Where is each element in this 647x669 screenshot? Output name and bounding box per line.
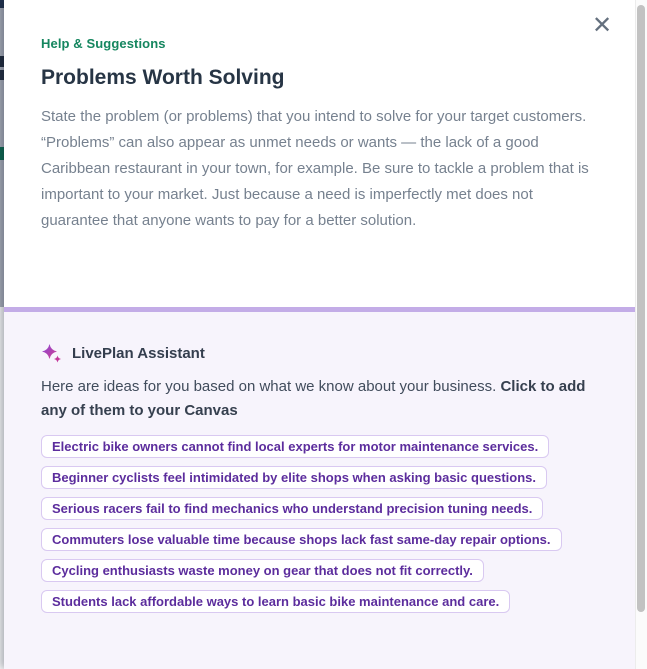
scrollbar[interactable] <box>635 0 647 669</box>
suggestion-list <box>41 435 596 613</box>
assistant-title: LivePlan Assistant <box>72 345 205 362</box>
suggestion-button[interactable]: Beginner cyclists feel intimidated by elite shops when asking basic questions. <box>41 466 547 489</box>
scrollbar-thumb[interactable] <box>637 5 645 612</box>
help-suggestions-label: Help & Suggestions <box>41 36 166 51</box>
close-icon: ✕ <box>591 12 613 39</box>
suggestion-button[interactable]: Cycling enthusiasts waste money on gear that does not fit correctly. <box>41 559 484 582</box>
modal-panel <box>4 0 647 669</box>
sparkles-icon <box>41 343 63 365</box>
assistant-intro <box>41 375 586 423</box>
help-description: State the problem (or problems) that you intend to solve for your target customers. “Problems” can also appear as unmet needs or wants — the lack of a good Caribbean restaurant in your town, for example. Be sure to tackle a problem that is important to your market. Just because a need is imperfectly met does not guarantee that anyone wants to pay for a better solution. <box>41 108 589 229</box>
suggestion-button[interactable]: Serious racers fail to find mechanics who understand precision tuning needs. <box>41 497 543 520</box>
suggestion-button[interactable]: Commuters lose valuable time because shops lack fast same-day repair options. <box>41 528 562 551</box>
modal-header-section <box>4 0 647 307</box>
assistant-section <box>4 312 647 669</box>
suggestion-button[interactable]: Electric bike owners cannot find local experts for motor maintenance services. <box>41 435 549 458</box>
close-button[interactable] <box>588 12 616 40</box>
assistant-intro-bold: Click to add any of them to your Canvas <box>41 378 586 419</box>
assistant-intro-regular: Here are ideas for you based on what we know about your business. <box>41 378 501 395</box>
assistant-header <box>41 342 596 365</box>
page-title: Problems Worth Solving <box>41 66 285 89</box>
suggestion-button[interactable]: Students lack affordable ways to learn basic bike maintenance and care. <box>41 590 510 613</box>
